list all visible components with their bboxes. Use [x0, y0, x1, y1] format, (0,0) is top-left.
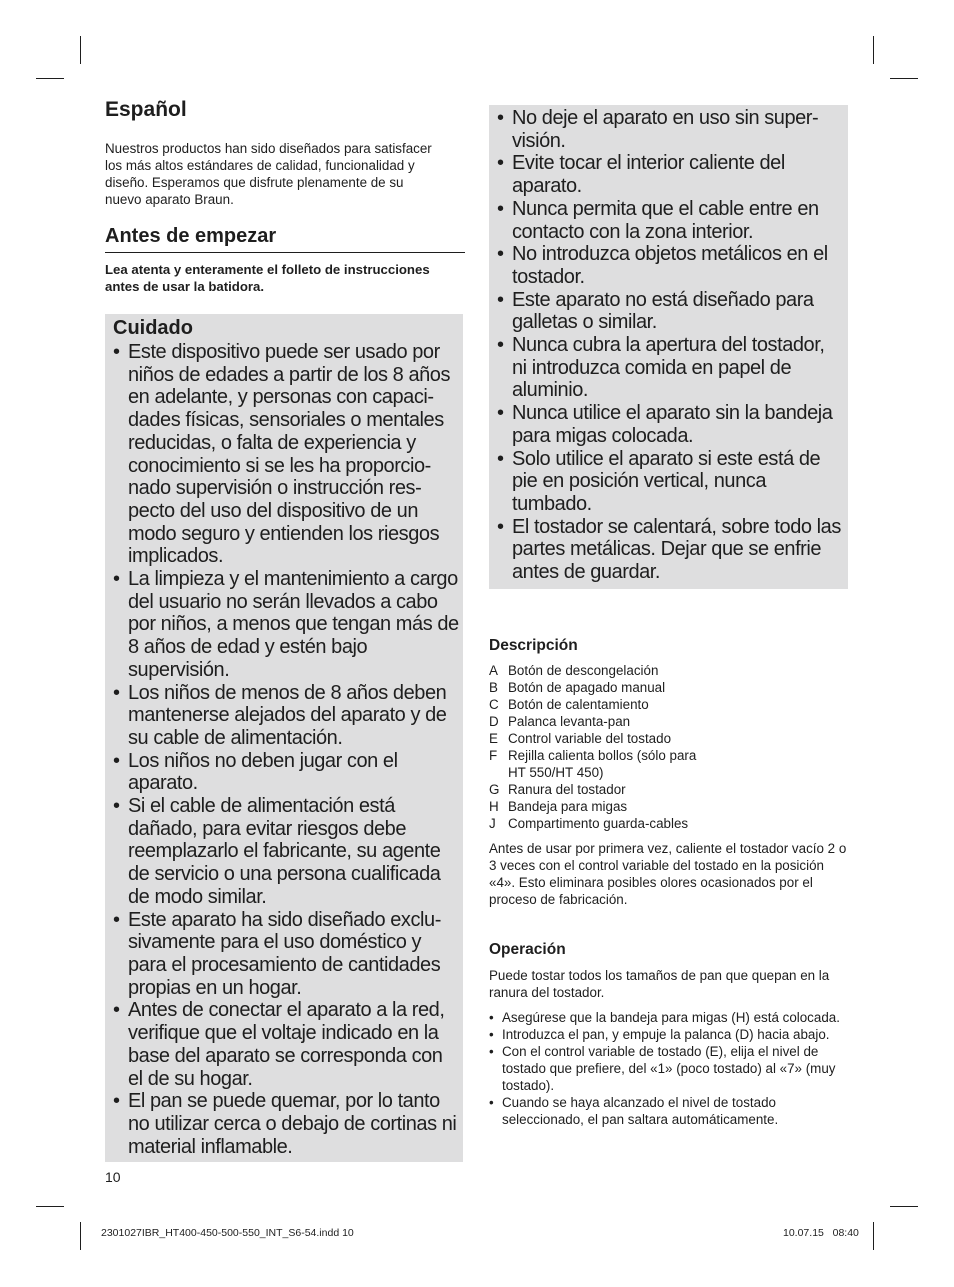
caution-list-right [497, 107, 843, 584]
footer-datetime: 10.07.15 08:40 [783, 1227, 859, 1239]
part-key: B [489, 680, 498, 695]
operation-item: • Con el control variable de tostado (E), elija el nivel de tostado que prefiere, del «1» (poco tostado) al «7» (muy tostado). [489, 1043, 849, 1094]
part-key: H [489, 799, 499, 814]
part-item [489, 747, 828, 781]
caution-item: • El tostador se calentará, sobre todo las partes metálicas. Dejar que se enfrie antes de guardar. [497, 516, 843, 584]
part-item [489, 781, 828, 798]
caution-list-left [113, 341, 459, 1158]
page-number: 10 [105, 1169, 121, 1185]
caution-item: • Este aparato no está diseñado para galletas o similar. [497, 289, 843, 334]
part-key: C [489, 697, 499, 712]
crop-mark [873, 36, 874, 64]
part-label: Ranura del tostador [508, 782, 626, 797]
part-label: Bandeja para migas [508, 799, 628, 814]
caution-item: • No deje el aparato en uso sin super-visión. [497, 107, 843, 152]
intro-paragraph: Nuestros productos han sido diseñados para satisfacer los más altos estándares de calidad, funcionalidad y diseño. Esperamos que disfrute plenamente de su nuevo aparato Braun. [105, 141, 432, 207]
section-title-before-starting: Antes de empezar [105, 225, 277, 247]
part-item [489, 730, 828, 747]
caution-item: • Si el cable de alimentación está dañado, para evitar riesgos debe reemplazarlo el fabricante, su agente de servicio o una persona cualificada de modo similar. [113, 795, 459, 909]
caution-item: • Este dispositivo puede ser usado por niños de edades a partir de los 8 años en adelante, y personas con capaci-dades físicas, sensoriales o mentales reducidas, o falta de experiencia y conocimiento si se les ha proporcio-nado supervisión o instrucción res-pecto del uso del dispositivo de un modo seguro y entienden los riesgos implicados. [113, 341, 459, 568]
footer-filename: 2301027IBR_HT400-450-500-550_INT_S6-54.indd 10 [101, 1227, 354, 1239]
operation-item: • Cuando se haya alcanzado el nivel de tostado seleccionado, el pan saltara automáticamente. [489, 1094, 849, 1128]
page-title: Español [105, 98, 187, 121]
caution-item: • Nunca utilice el aparato sin la bandeja para migas colocada. [497, 402, 843, 447]
caution-item: • Solo utilice el aparato si este está de pie en posición vertical, nunca tumbado. [497, 448, 843, 516]
part-key: A [489, 663, 498, 678]
caution-item: • Antes de conectar el aparato a la red, verifique que el voltaje indicado en la base del aparato se corresponda con el de su hogar. [113, 999, 459, 1090]
crop-mark [36, 1206, 64, 1207]
read-instructions-note: Lea atenta y enteramente el folleto de instrucciones antes de usar la batidora. [105, 262, 430, 294]
caution-item: • Nunca cubra la apertura del tostador, ni introduzca comida en papel de aluminio. [497, 334, 843, 402]
operation-item: • Asegúrese que la bandeja para migas (H) está colocada. [489, 1009, 849, 1026]
caution-item: • Los niños de menos de 8 años deben mantenerse alejados del aparato y de su cable de alimentación. [113, 682, 459, 750]
part-key: J [489, 816, 496, 831]
caution-item: • Este aparato ha sido diseñado exclu-sivamente para el uso doméstico y para el procesamiento de cantidades propias en un hogar. [113, 909, 459, 1000]
crop-mark [80, 36, 81, 64]
part-key: D [489, 714, 499, 729]
crop-mark [80, 1222, 81, 1250]
part-item [489, 696, 828, 713]
crop-mark [890, 78, 918, 79]
crop-mark [36, 78, 64, 79]
caution-item: • No introduzca objetos metálicos en el tostador. [497, 243, 843, 288]
caution-item: • La limpieza y el mantenimiento a cargo del usuario no serán llevados a cabo por niños, a menos que tengan más de 8 años de edad y estén bajo supervisión. [113, 568, 459, 682]
part-label: Botón de calentamiento [508, 697, 649, 712]
caution-item: • Evite tocar el interior caliente del aparato. [497, 152, 843, 197]
caution-item: • Nunca permita que el cable entre en contacto con la zona interior. [497, 198, 843, 243]
part-item [489, 679, 828, 696]
part-label: Compartimento guarda-cables [508, 816, 689, 831]
part-item [489, 662, 828, 679]
part-label: Palanca levanta-pan [508, 714, 631, 729]
part-label: Control variable del tostado [508, 731, 672, 746]
parts-list [489, 662, 828, 832]
operation-intro: Puede tostar todos los tamaños de pan que quepan en la ranura del tostador. [489, 968, 830, 1000]
part-item [489, 713, 828, 730]
crop-mark [890, 1206, 918, 1207]
operation-title: Operación [489, 941, 566, 958]
crop-mark [873, 1222, 874, 1250]
part-key: G [489, 782, 500, 797]
part-item [489, 815, 828, 832]
operation-list [489, 1009, 849, 1128]
caution-item: • El pan se puede quemar, por lo tanto no utilizar cerca o debajo de cortinas ni material inflamable. [113, 1090, 459, 1158]
caution-title: Cuidado [113, 317, 193, 339]
first-use-paragraph: Antes de usar por primera vez, caliente el tostador vacío 2 o 3 veces con el control variable del tostado en la posición «4». Esto eliminara posibles olores ocasionados por el proceso de fabricación. [489, 841, 847, 907]
part-key: E [489, 731, 498, 746]
description-title: Descripción [489, 637, 578, 654]
part-item [489, 798, 828, 815]
part-key: F [489, 748, 498, 763]
part-label: Rejilla calienta bollos (sólo para HT 550/HT 450) [508, 748, 697, 780]
caution-item: • Los niños no deben jugar con el aparato. [113, 750, 459, 795]
part-label: Botón de descongelación [508, 663, 659, 678]
operation-item: • Introduzca el pan, y empuje la palanca (D) hacia abajo. [489, 1026, 849, 1043]
part-label: Botón de apagado manual [508, 680, 666, 695]
section-divider [105, 252, 465, 253]
